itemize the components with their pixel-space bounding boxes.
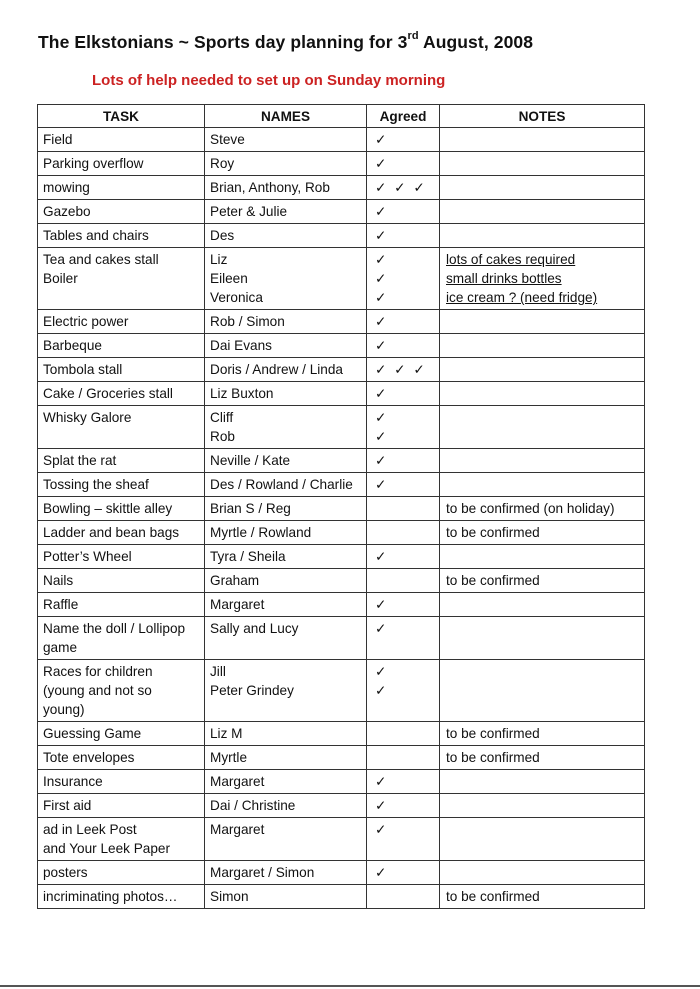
names-line: Doris / Andrew / Linda — [210, 362, 343, 377]
task-line: Parking overflow — [43, 156, 144, 171]
task-cell — [38, 770, 205, 794]
agreed-cell — [367, 152, 440, 176]
task-cell — [38, 593, 205, 617]
agreed-cell — [367, 310, 440, 334]
agreed-cell — [367, 770, 440, 794]
table-row — [38, 176, 645, 200]
task-line: Potter’s Wheel — [43, 549, 132, 564]
task-cell — [38, 200, 205, 224]
names-line: Eileen — [210, 271, 248, 286]
agreed-cell — [367, 406, 440, 449]
notes-cell — [440, 593, 645, 617]
names-cell — [205, 248, 367, 310]
task-line: and Your Leek Paper — [43, 841, 170, 856]
task-line: Bowling – skittle alley — [43, 501, 173, 516]
task-line: First aid — [43, 798, 92, 813]
names-cell — [205, 660, 367, 722]
notes-cell — [440, 885, 645, 909]
names-line: Margaret / Simon — [210, 865, 315, 880]
agreed-line: ✓ — [375, 477, 389, 492]
notes-cell — [440, 746, 645, 770]
agreed-line: ✓ — [375, 798, 389, 813]
names-cell — [205, 818, 367, 861]
task-line: ad in Leek Post — [43, 822, 137, 837]
notes-cell — [440, 473, 645, 497]
names-cell — [205, 497, 367, 521]
names-line: Margaret — [210, 597, 265, 612]
title-ordinal-suffix: rd — [407, 30, 419, 43]
notes-cell — [440, 545, 645, 569]
task-cell — [38, 152, 205, 176]
agreed-cell — [367, 334, 440, 358]
notes-cell — [440, 128, 645, 152]
task-line: (young and not so — [43, 683, 152, 698]
table-row — [38, 224, 645, 248]
agreed-line: ✓ — [375, 204, 389, 219]
title-tail: August, 2008 — [418, 32, 534, 52]
notes-cell — [440, 660, 645, 722]
task-line: Gazebo — [43, 204, 91, 219]
task-line: Boiler — [43, 271, 78, 286]
agreed-cell — [367, 248, 440, 310]
notes-cell — [440, 521, 645, 545]
task-line: Tea and cakes stall — [43, 252, 159, 267]
names-line: Myrtle — [210, 750, 248, 765]
names-line: Liz M — [210, 726, 243, 741]
names-line: Des — [210, 228, 235, 243]
notes-cell — [440, 449, 645, 473]
notes-cell — [440, 248, 645, 310]
agreed-cell — [367, 818, 440, 861]
table-row — [38, 593, 645, 617]
names-cell — [205, 521, 367, 545]
task-line: mowing — [43, 180, 90, 195]
names-cell — [205, 569, 367, 593]
names-line: Peter & Julie — [210, 204, 288, 219]
table-row — [38, 152, 645, 176]
notes-cell — [440, 224, 645, 248]
notes-cell — [440, 818, 645, 861]
agreed-line: ✓ — [375, 822, 389, 837]
table-row — [38, 248, 645, 310]
task-cell — [38, 746, 205, 770]
names-cell — [205, 358, 367, 382]
task-cell — [38, 794, 205, 818]
names-cell — [205, 861, 367, 885]
agreed-cell — [367, 794, 440, 818]
notes-cell — [440, 200, 645, 224]
names-line: Neville / Kate — [210, 453, 291, 468]
task-line: posters — [43, 865, 88, 880]
agreed-cell — [367, 569, 440, 593]
table-row — [38, 382, 645, 406]
planning-table — [37, 104, 645, 909]
agreed-line: ✓ — [375, 664, 389, 679]
notes-cell — [440, 176, 645, 200]
notes-cell — [440, 794, 645, 818]
notes-cell — [440, 569, 645, 593]
agreed-cell — [367, 660, 440, 722]
names-cell — [205, 224, 367, 248]
task-line: Tote envelopes — [43, 750, 135, 765]
agreed-line: ✓ — [375, 683, 389, 698]
agreed-line: ✓ — [375, 228, 389, 243]
task-line: Races for children — [43, 664, 153, 679]
names-line: Rob — [210, 429, 235, 444]
task-cell — [38, 569, 205, 593]
names-line: Margaret — [210, 822, 265, 837]
scan-edge-line — [0, 985, 700, 987]
task-cell — [38, 248, 205, 310]
table-row — [38, 358, 645, 382]
names-cell — [205, 473, 367, 497]
table-row — [38, 473, 645, 497]
names-line: Sally and Lucy — [210, 621, 299, 636]
agreed-line: ✓ — [375, 338, 389, 353]
names-cell — [205, 770, 367, 794]
table-row — [38, 746, 645, 770]
notes-line: to be confirmed — [446, 726, 540, 741]
task-cell — [38, 722, 205, 746]
table-row — [38, 449, 645, 473]
notes-line: to be confirmed — [446, 750, 540, 765]
names-line: Dai / Christine — [210, 798, 296, 813]
table-row — [38, 310, 645, 334]
agreed-line: ✓ — [375, 290, 389, 305]
task-line: Raffle — [43, 597, 79, 612]
agreed-cell — [367, 885, 440, 909]
names-cell — [205, 200, 367, 224]
agreed-line: ✓ — [375, 386, 389, 401]
names-line: Tyra / Sheila — [210, 549, 286, 564]
task-cell — [38, 449, 205, 473]
agreed-line: ✓ — [375, 774, 389, 789]
names-cell — [205, 722, 367, 746]
agreed-cell — [367, 473, 440, 497]
table-header-row — [38, 105, 645, 128]
agreed-cell — [367, 722, 440, 746]
names-cell — [205, 310, 367, 334]
names-line: Steve — [210, 132, 245, 147]
task-cell — [38, 660, 205, 722]
agreed-cell — [367, 746, 440, 770]
names-cell — [205, 794, 367, 818]
header-agreed: Agreed — [367, 105, 440, 128]
notes-cell — [440, 406, 645, 449]
names-cell — [205, 746, 367, 770]
task-cell — [38, 128, 205, 152]
agreed-line: ✓ ✓ ✓ — [375, 180, 427, 195]
task-cell — [38, 818, 205, 861]
names-line: Veronica — [210, 290, 263, 305]
notes-cell — [440, 310, 645, 334]
names-line: Cliff — [210, 410, 234, 425]
agreed-line: ✓ — [375, 453, 389, 468]
notes-cell — [440, 358, 645, 382]
task-cell — [38, 617, 205, 660]
agreed-line: ✓ ✓ ✓ — [375, 362, 427, 377]
notes-cell — [440, 617, 645, 660]
task-cell — [38, 497, 205, 521]
task-line: Barbeque — [43, 338, 102, 353]
agreed-cell — [367, 593, 440, 617]
notes-line: to be confirmed — [446, 573, 540, 588]
task-cell — [38, 176, 205, 200]
table-row — [38, 200, 645, 224]
agreed-cell — [367, 861, 440, 885]
names-line: Liz — [210, 252, 228, 267]
names-cell — [205, 885, 367, 909]
notes-line: to be confirmed — [446, 889, 540, 904]
notes-cell — [440, 382, 645, 406]
task-cell — [38, 885, 205, 909]
names-cell — [205, 593, 367, 617]
notes-line: to be confirmed (on holiday) — [446, 501, 615, 516]
table-row — [38, 545, 645, 569]
notes-cell — [440, 334, 645, 358]
notes-cell — [440, 770, 645, 794]
agreed-cell — [367, 545, 440, 569]
task-line: incriminating photos… — [43, 889, 178, 904]
task-cell — [38, 334, 205, 358]
agreed-cell — [367, 224, 440, 248]
page-title — [38, 32, 533, 53]
table-row — [38, 334, 645, 358]
notes-cell — [440, 152, 645, 176]
notes-cell — [440, 861, 645, 885]
names-cell — [205, 617, 367, 660]
task-line: Nails — [43, 573, 74, 588]
header-names: NAMES — [205, 105, 367, 128]
names-line: Des / Rowland / Charlie — [210, 477, 353, 492]
task-cell — [38, 545, 205, 569]
agreed-cell — [367, 521, 440, 545]
table-row — [38, 885, 645, 909]
task-line: Cake / Groceries stall — [43, 386, 173, 401]
table-row — [38, 406, 645, 449]
names-cell — [205, 334, 367, 358]
names-line: Rob / Simon — [210, 314, 285, 329]
task-line: Tables and chairs — [43, 228, 149, 243]
help-needed-notice: Lots of help needed to set up on Sunday morning — [92, 72, 446, 89]
table-row — [38, 794, 645, 818]
names-cell — [205, 176, 367, 200]
task-cell — [38, 473, 205, 497]
agreed-cell — [367, 176, 440, 200]
agreed-cell — [367, 128, 440, 152]
task-cell — [38, 310, 205, 334]
task-line: Whisky Galore — [43, 410, 132, 425]
task-line: Splat the rat — [43, 453, 117, 468]
names-cell — [205, 152, 367, 176]
task-cell — [38, 406, 205, 449]
task-line: Ladder and bean bags — [43, 525, 180, 540]
names-line: Jill — [210, 664, 226, 679]
task-line: Insurance — [43, 774, 103, 789]
table-row — [38, 861, 645, 885]
task-line: game — [43, 640, 78, 655]
notes-cell — [440, 497, 645, 521]
agreed-cell — [367, 382, 440, 406]
task-cell — [38, 224, 205, 248]
task-line: Electric power — [43, 314, 129, 329]
table-row — [38, 128, 645, 152]
notes-line: ice cream ? (need fridge) — [446, 290, 598, 305]
names-line: Graham — [210, 573, 260, 588]
names-cell — [205, 449, 367, 473]
task-line: Guessing Game — [43, 726, 142, 741]
names-cell — [205, 406, 367, 449]
agreed-cell — [367, 617, 440, 660]
names-line: Margaret — [210, 774, 265, 789]
agreed-line: ✓ — [375, 156, 389, 171]
table-row — [38, 722, 645, 746]
names-line: Brian, Anthony, Rob — [210, 180, 330, 195]
agreed-line: ✓ — [375, 314, 389, 329]
notes-line: to be confirmed — [446, 525, 540, 540]
task-line: Field — [43, 132, 73, 147]
agreed-line: ✓ — [375, 132, 389, 147]
names-cell — [205, 545, 367, 569]
names-line: Simon — [210, 889, 249, 904]
table-row — [38, 660, 645, 722]
names-line: Liz Buxton — [210, 386, 274, 401]
agreed-line: ✓ — [375, 252, 389, 267]
table-row — [38, 770, 645, 794]
task-line: Name the doll / Lollipop — [43, 621, 186, 636]
notes-cell — [440, 722, 645, 746]
agreed-line: ✓ — [375, 621, 389, 636]
agreed-line: ✓ — [375, 429, 389, 444]
agreed-cell — [367, 358, 440, 382]
agreed-line: ✓ — [375, 549, 389, 564]
task-cell — [38, 358, 205, 382]
task-cell — [38, 521, 205, 545]
table-row — [38, 617, 645, 660]
table-row — [38, 521, 645, 545]
names-cell — [205, 382, 367, 406]
header-notes: NOTES — [440, 105, 645, 128]
table-body — [38, 128, 645, 909]
agreed-line: ✓ — [375, 865, 389, 880]
table-row — [38, 569, 645, 593]
title-main: The Elkstonians ~ Sports day planning for 3 — [38, 32, 408, 52]
task-line: Tombola stall — [43, 362, 123, 377]
names-line: Peter Grindey — [210, 683, 294, 698]
table-row — [38, 818, 645, 861]
agreed-cell — [367, 200, 440, 224]
task-line: Tossing the sheaf — [43, 477, 149, 492]
notes-line: lots of cakes required — [446, 252, 576, 267]
task-cell — [38, 861, 205, 885]
names-line: Dai Evans — [210, 338, 272, 353]
task-cell — [38, 382, 205, 406]
agreed-cell — [367, 497, 440, 521]
names-line: Myrtle / Rowland — [210, 525, 312, 540]
agreed-line: ✓ — [375, 410, 389, 425]
names-line: Roy — [210, 156, 235, 171]
names-cell — [205, 128, 367, 152]
agreed-line: ✓ — [375, 597, 389, 612]
agreed-cell — [367, 449, 440, 473]
agreed-line: ✓ — [375, 271, 389, 286]
header-task: TASK — [38, 105, 205, 128]
task-line: young) — [43, 702, 85, 717]
names-line: Brian S / Reg — [210, 501, 291, 516]
table-row — [38, 497, 645, 521]
notes-line: small drinks bottles — [446, 271, 562, 286]
